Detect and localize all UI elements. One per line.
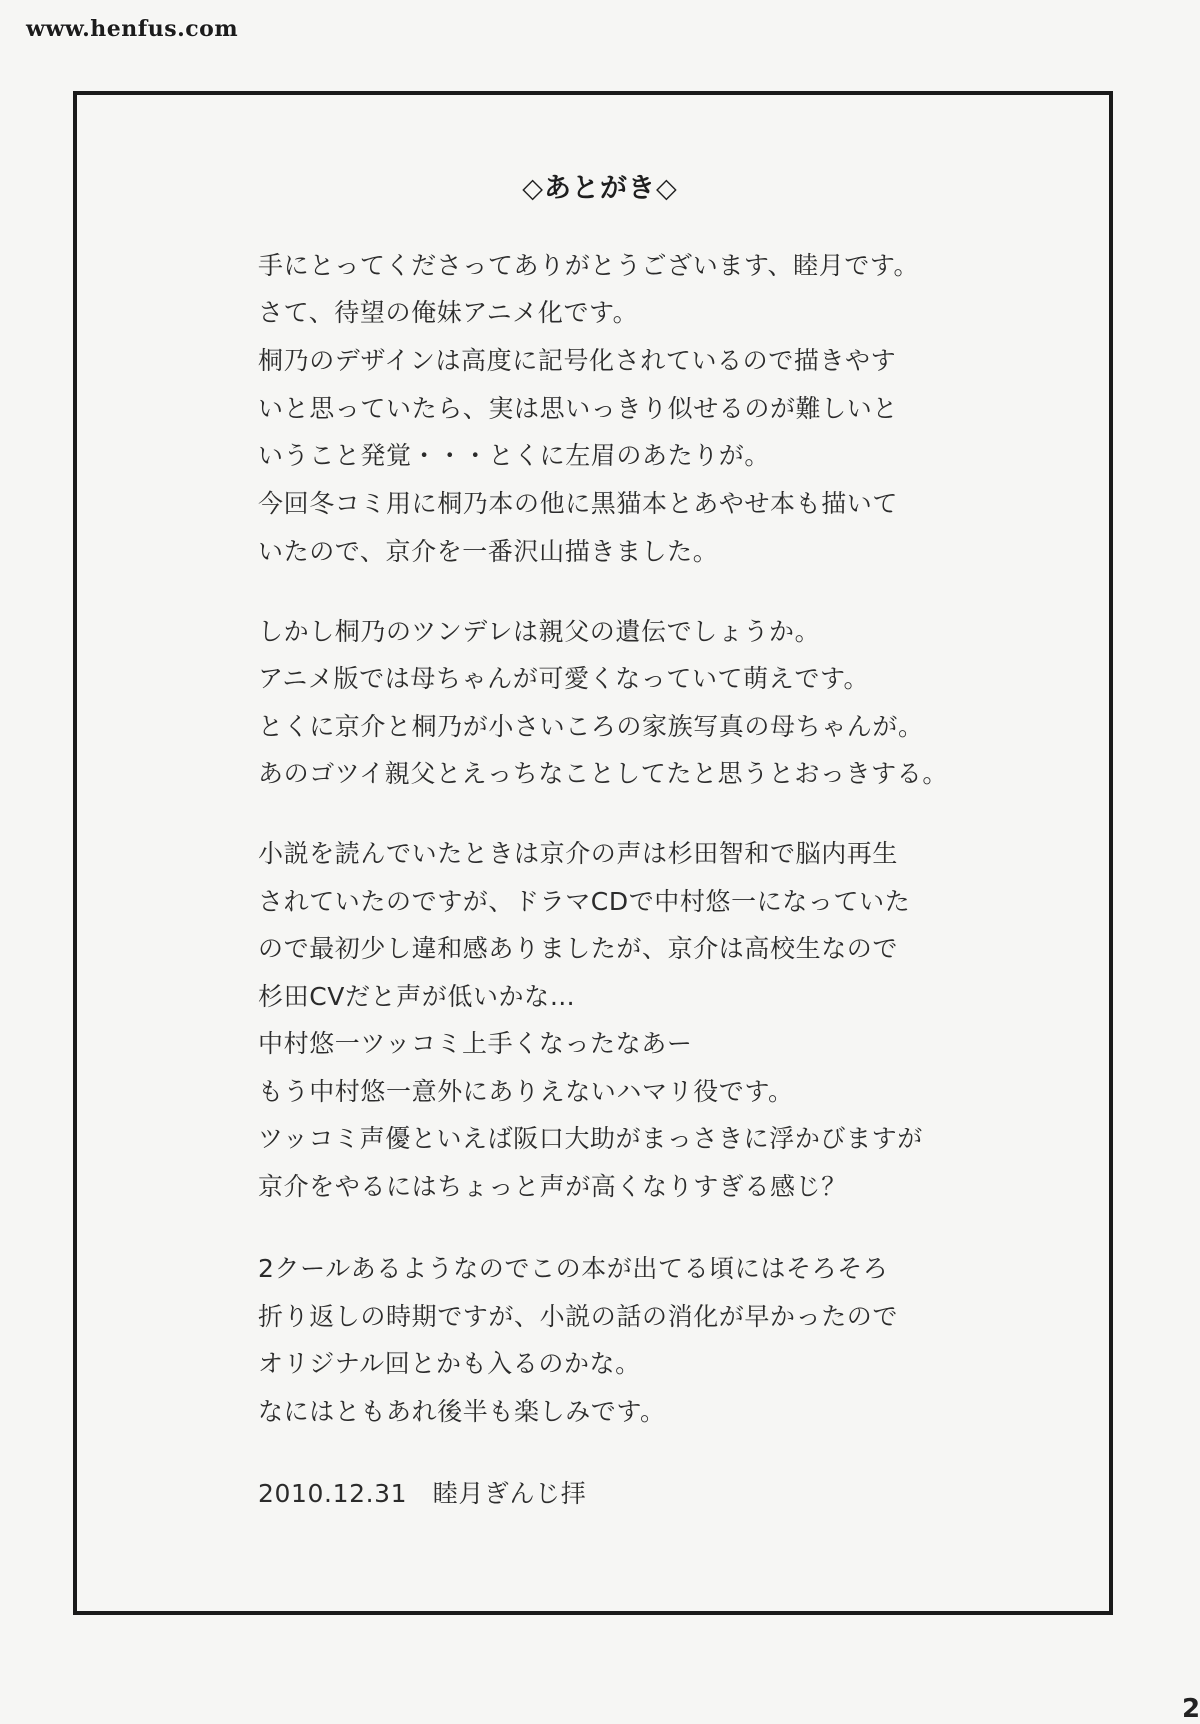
body-line: とくに京介と桐乃が小さいころの家族写真の母ちゃんが。: [258, 712, 924, 741]
page-number: 2: [1182, 1694, 1200, 1724]
signature-date: 2010.12.31 睦月ぎんじ拝: [258, 1479, 587, 1508]
body-line: アニメ版では母ちゃんが可愛くなっていて萌えです。: [258, 664, 870, 693]
body-line: オリジナル回とかも入るのかな。: [258, 1349, 641, 1378]
body-line: もう中村悠一意外にありえないハマリ役です。: [258, 1077, 794, 1106]
body-line: 中村悠一ツッコミ上手くなったなあー: [258, 1029, 693, 1058]
body-line: しかし桐乃のツンデレは親父の遺伝でしょうか。: [258, 617, 821, 646]
body-line: 杉田CVだと声が低いかな…: [258, 982, 576, 1011]
body-line: 折り返しの時期ですが、小説の話の消化が早かったので: [258, 1302, 899, 1331]
watermark: www.henfus.com: [26, 16, 239, 42]
body-line: いたので、京介を一番沢山描きました。: [258, 537, 719, 566]
body-line: 今回冬コミ用に桐乃本の他に黒猫本とあやせ本も描いて: [258, 489, 899, 518]
page-title: ◇あとがき◇: [522, 173, 678, 204]
body-line: いと思っていたら、実は思いっきり似せるのが難しいと: [258, 394, 899, 423]
body-line: 2クールあるようなのでこの本が出てる頃にはそろそろ: [258, 1254, 889, 1283]
body-line: 小説を読んでいたときは京介の声は杉田智和で脳内再生: [258, 839, 899, 868]
body-line: さて、待望の俺妹アニメ化です。: [258, 298, 639, 327]
body-line: ツッコミ声優といえば阪口大助がまっさきに浮かびますが: [258, 1124, 923, 1153]
body-line: 京介をやるにはちょっと声が高くなりすぎる感じ？: [258, 1172, 847, 1201]
body-line: 手にとってくださってありがとうございます、睦月です。: [258, 251, 920, 280]
body-line: あのゴツイ親父とえっちなことしてたと思うとおっきする。: [258, 759, 948, 788]
body-line: 桐乃のデザインは高度に記号化されているので描きやす: [258, 346, 897, 375]
body-line: ので最初少し違和感ありましたが、京介は高校生なので: [258, 934, 899, 963]
body-line: なにはともあれ後半も楽しみです。: [258, 1397, 666, 1426]
body-line: いうこと発覚・・・とくに左眉のあたりが。: [258, 441, 771, 470]
body-line: されていたのですが、ドラマCDで中村悠一になっていた: [258, 887, 911, 916]
